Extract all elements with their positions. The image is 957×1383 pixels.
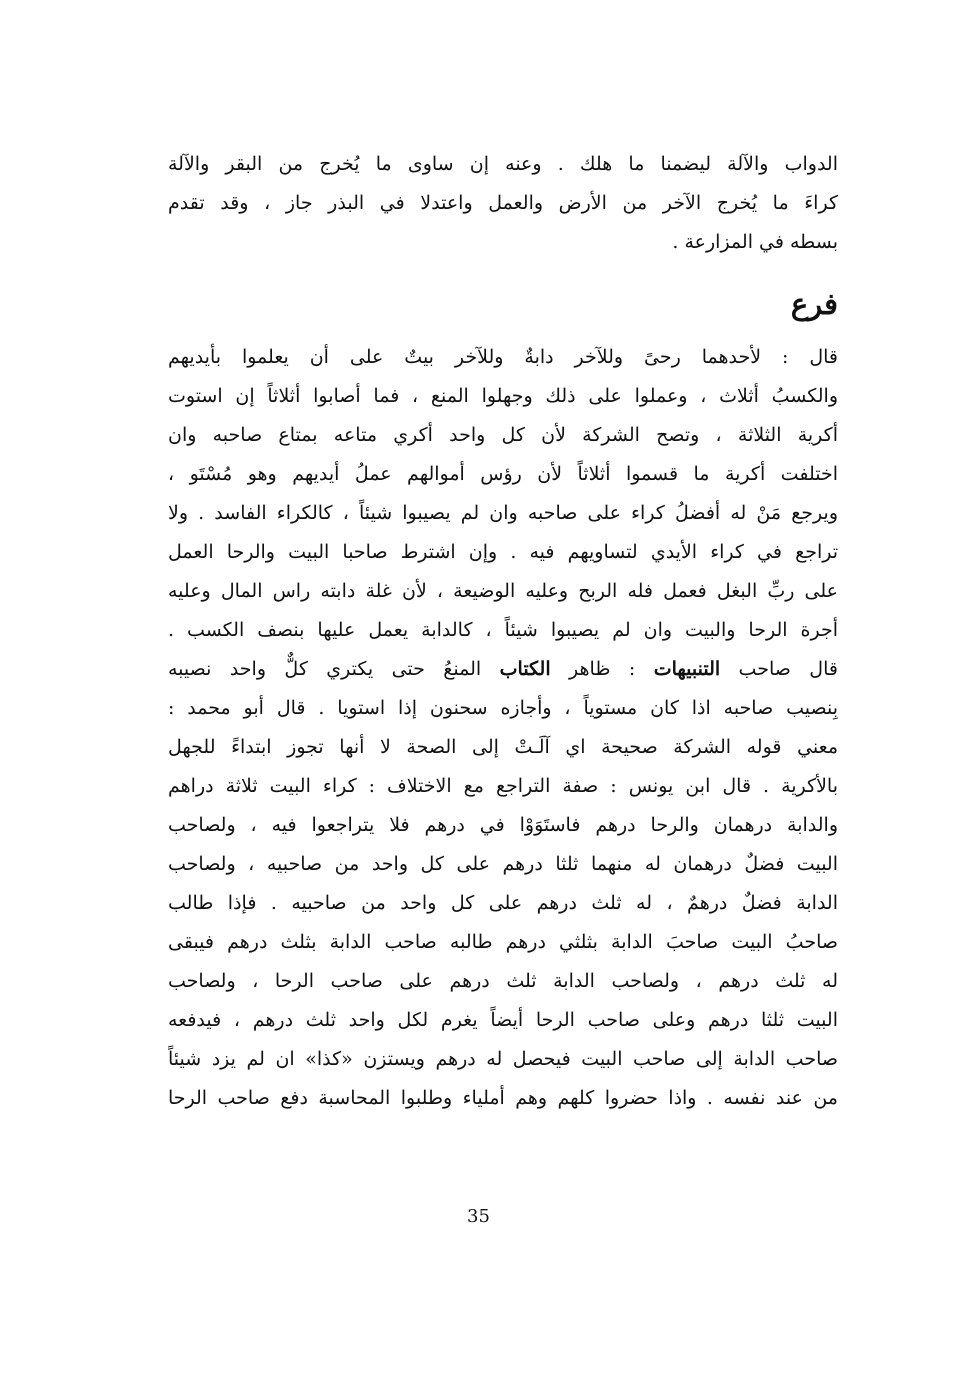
text-line: بسطه في المزارعة . [672, 231, 838, 253]
text-line: قال : لأحدهما رحىً وللآخر دابةٌ وللآخر بيتٌ على أن يعلموا بأيديهم [168, 346, 838, 368]
page-number: 35 [467, 1206, 490, 1227]
text-line: صاحبُ البيت صاحبَ الدابة بثلثي درهم طالبه صاحب الدابة بثلث درهم فيبقى [168, 931, 838, 953]
section-heading: فرع [790, 287, 838, 321]
text-line: ويرجع مَنْ له أفضلُ كراء على صاحبه وان لم يصيبوا شيئاً ، كالكراء الفاسد . ولا [168, 502, 838, 524]
text-run: المنعُ حتى يكتري كلٌّ واحد نصيبه [168, 658, 500, 680]
text-line: على ربِّ البغل فعمل فله الربح وعليه الوضيعة ، لأن غلة دابته راس المال وعليه [168, 580, 838, 602]
text-line: الدابة فضلٌ درهمٌ ، له ثلث درهم على كل واحد من صاحبيه . فإذا طالب [168, 892, 838, 914]
text-line: كراءَ ما يُخرج الآخر من الأرض والعمل واعتدلا في البذر جاز ، وقد تقدم [168, 192, 838, 214]
text-line: أكرية الثلاثة ، وتصح الشركة لأن كل واحد أكري متاعه بمتاع صاحبه وان [168, 424, 838, 446]
book-title-tanbihat: التنبيهات [653, 658, 721, 680]
text-line: الدواب والآلة ليضمنا ما هلك . وعنه إن ساوى ما يُخرج من البقر والآلة [168, 153, 838, 175]
text-line: معني قوله الشركة صحيحة اي آلَـتْ إلى الصحة لا أنها تجوز ابتداءً للجهل [168, 736, 838, 758]
text-run: قال صاحب [720, 658, 838, 680]
text-line: صاحب الدابة إلى صاحب البيت فيحصل له درهم ويستزن «كذا» ان لم يزد شيئاً [168, 1048, 838, 1070]
text-line: والدابة درهمان والرحا درهم فاستَوَوْا في درهم فلا يتراجعوا فيه ، ولصاحب [168, 814, 838, 836]
text-run: : ظاهر [550, 658, 654, 680]
text-line-with-bold [168, 650, 838, 689]
book-title-kitab: الكتاب [499, 658, 551, 680]
text-line: البيت فضلٌ درهمان له منهما ثلثا درهم على كل واحد من صاحبيه ، ولصاحب [168, 853, 838, 875]
text-line: من عند نفسه . واذا حضروا كلهم وهم أملياء وطلبوا المحاسبة دفع صاحب الرحا [168, 1087, 838, 1109]
text-line: له ثلث درهم ، ولصاحب الدابة ثلث درهم على صاحب الرحا ، ولصاحب [168, 970, 838, 992]
text-line: والكسبُ أثلاث ، وعملوا على ذلك وجهلوا المنع ، فما أصابوا أثلاثاً إن استوت [168, 385, 838, 407]
text-line: أجرة الرحا والبيت وان لم يصيبوا شيئاً ، كالدابة يعمل عليها بنصف الكسب . [168, 619, 838, 641]
text-line: تراجع في كراء الأيدي لتساويهم فيه . وإن اشترط صاحبا البيت والرحا العمل [168, 541, 838, 563]
text-line: بالأكرية . قال ابن يونس : صفة التراجع مع الاختلاف : كراء البيت ثلاثة دراهم [168, 775, 838, 797]
text-line: اختلفت أكرية ما قسموا أثلاثاً لأن رؤس أموالهم عملُ أيديهم وهو مُسْتَو ، [168, 463, 838, 485]
text-line: بِنصيب صاحبه اذا كان مستوياً ، وأجازه سحنون إذا استويا . قال أبو محمد : [168, 697, 838, 719]
text-line: البيت ثلثا درهم وعلى صاحب الرحا أيضاً يغرم لكل واحد ثلث درهم ، فيدفعه [168, 1009, 838, 1031]
main-paragraph [168, 338, 838, 1118]
intro-paragraph [168, 145, 838, 262]
